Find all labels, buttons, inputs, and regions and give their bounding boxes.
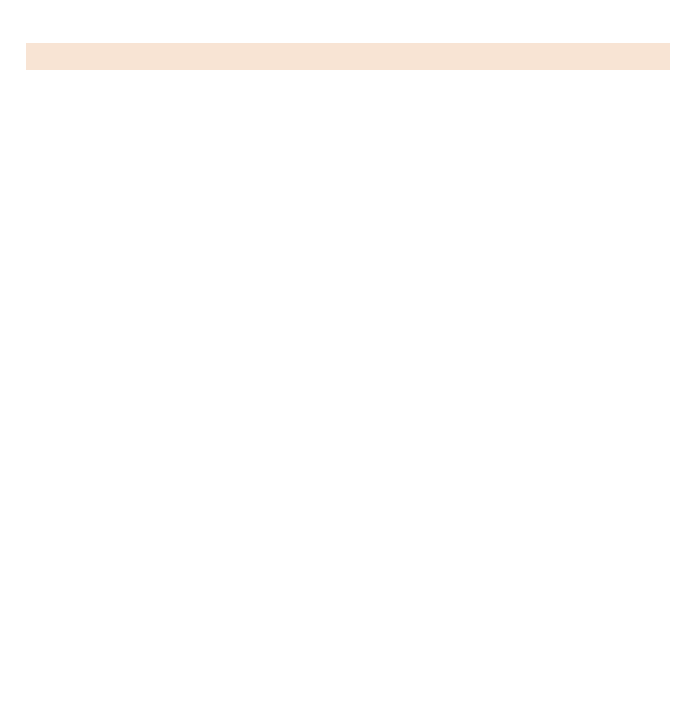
table-header — [26, 43, 670, 70]
